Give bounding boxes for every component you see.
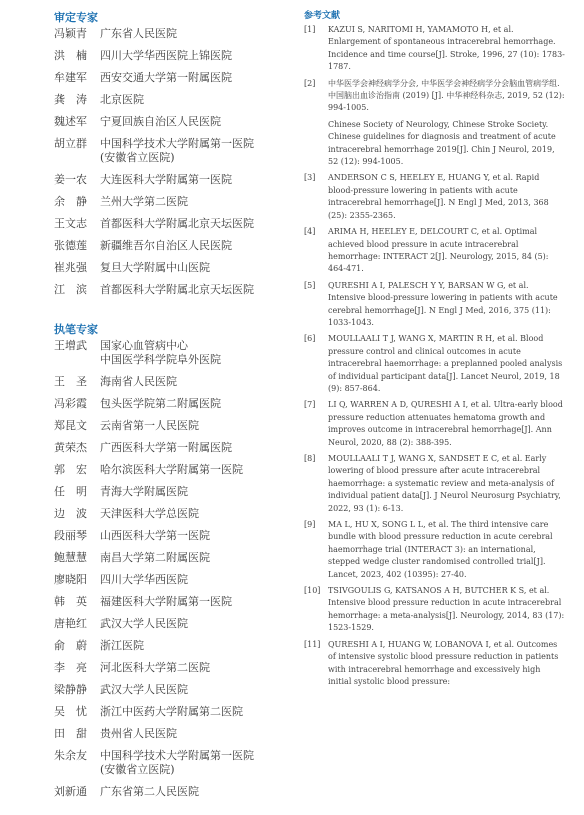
expert-name: 魏述军 [54,115,87,128]
reference-entry [304,333,566,395]
reference-translation: Chinese Society of Neurology, Chinese Stroke Society. Chinese guidelines for diagnosis and treatment of acute intracerebral hemorrhage 2019[J]. Chin J Neurol, 2019, 52 (12): 994-1005. [328,119,556,167]
expert-institution: 中国科学技术大学附属第一医院 (安徽省立医院) [100,137,254,164]
reference-number: [4] [304,227,316,237]
expert-name: 任 明 [54,485,87,498]
expert-row [54,71,286,93]
expert-row [54,463,286,485]
expert-institution: 新疆维吾尔自治区人民医院 [100,239,232,252]
expert-row [54,419,286,441]
expert-row [54,397,286,419]
expert-institution: 广东省人民医院 [100,27,177,40]
reference-number: [7] [304,400,316,410]
expert-institution: 河北医科大学第二医院 [100,661,210,674]
reference-entry [304,226,566,276]
reference-text: 中华医学会神经病学分会, 中华医学会神经病学分会脑血管病学组. 中国脑出血诊治指南 (2019) [J]. 中华神经科杂志, 2019, 52 (12): 994-1005. [328,78,565,113]
expert-institution: 福建医科大学附属第一医院 [100,595,232,608]
expert-institution: 浙江医院 [100,639,144,652]
expert-row [54,27,286,49]
expert-name: 俞 蔚 [54,639,87,652]
expert-institution: 武汉大学人民医院 [100,617,188,630]
expert-institution: 广东省第二人民医院 [100,785,199,798]
expert-row [54,705,286,727]
expert-name: 韩 英 [54,595,87,608]
expert-institution: 宁夏回族自治区人民医院 [100,115,221,128]
reference-number: [11] [304,639,321,649]
reference-text: QURESHI A I, PALESCH Y Y, BARSAN W G, et al. Intensive blood-pressure lowering in patients with acute cerebral hemorrhage[J]. N Engl J Med, 2016, 375 (11): 1033-1043. [328,280,558,327]
expert-row [54,93,286,115]
expert-name: 梁静静 [54,683,87,696]
expert-row [54,173,286,195]
expert-institution: 四川大学华西医院 [100,573,188,586]
expert-institution: 山西医科大学第一医院 [100,529,210,542]
expert-institution: 包头医学院第二附属医院 [100,397,221,410]
expert-row [54,573,286,595]
expert-name: 鲍慧慧 [54,551,87,564]
expert-institution: 国家心血管病中心 中国医学科学院阜外医院 [100,339,221,366]
expert-name: 江 滨 [54,283,87,296]
expert-name: 郑昆文 [54,419,87,432]
reference-number: [10] [304,586,321,596]
expert-institution: 西安交通大学第一附属医院 [100,71,232,84]
expert-row [54,137,286,173]
references-column [304,9,566,692]
expert-institution: 天津医科大学总医院 [100,507,199,520]
expert-name: 王增武 [54,339,87,352]
reference-text: ANDERSON C S, HEELEY E, HUANG Y, et al. Rapid blood-pressure lowering in patients with acute intracerebral hemorrhage[J]. N Engl J Med, 2013, 368 (25): 2355-2365. [328,173,549,220]
reviewers-heading: 审定专家 [54,11,98,24]
reviewers-list [54,27,286,305]
expert-institution: 复旦大学附属中山医院 [100,261,210,274]
expert-row [54,239,286,261]
expert-institution: 首都医科大学附属北京天坛医院 [100,283,254,296]
reference-number: [5] [304,280,316,290]
expert-institution: 海南省人民医院 [100,375,177,388]
reference-number: [6] [304,334,316,344]
reference-entry [304,280,566,330]
expert-name: 段丽琴 [54,529,87,542]
expert-row [54,507,286,529]
reference-entry [304,172,566,222]
expert-row [54,195,286,217]
expert-row [54,217,286,239]
expert-name: 廖晓阳 [54,573,87,586]
expert-institution: 首都医科大学附属北京天坛医院 [100,217,254,230]
expert-name: 余 静 [54,195,87,208]
expert-row [54,115,286,137]
expert-row [54,617,286,639]
expert-institution: 哈尔滨医科大学附属第一医院 [100,463,243,476]
expert-institution: 中国科学技术大学附属第一医院 (安徽省立医院) [100,749,254,776]
expert-row [54,49,286,71]
expert-row [54,639,286,661]
reference-entry [304,639,566,689]
expert-name: 冯颖青 [54,27,87,40]
reference-text: KAZUI S, NARITOMI H, YAMAMOTO H, et al. Enlargement of spontaneous intracerebral hemorrhage. Incidence and time course[J]. Stroke, 1996, 27 (10): 1783-1787. [328,25,565,72]
expert-row [54,785,286,807]
reference-text: TSIVGOULIS G, KATSANOS A H, BUTCHER K S, et al. Intensive blood pressure reduction in acute intracerebral hemorrhage: a meta-analysis[J]. Neurology, 2014, 83 (17): 1523-1529. [328,586,565,633]
reference-text: ARIMA H, HEELEY E, DELCOURT C, et al. Optimal achieved blood pressure in acute intracerebral hemorrhage: INTERACT 2[J]. Neurology, 2015, 84 (5): 464-471. [328,227,549,274]
expert-name: 郭 宏 [54,463,87,476]
reference-number: [8] [304,454,316,463]
expert-name: 黄荣杰 [54,441,87,454]
reference-entry [304,24,566,74]
expert-name: 龚 涛 [54,93,87,106]
reference-text: MOULLAALI T J, WANG X, SANDSET E C, et al. Early lowering of blood pressure after acute intracerebral haemorrhage: a systematic review and meta-analysis of individual patient data[J]. J Neurol Neurosurg Psychiatry, 2022, 93 (1): 6-13. [328,454,561,513]
writers-list [54,339,286,807]
expert-name: 边 波 [54,507,87,520]
expert-name: 崔兆强 [54,261,87,274]
expert-row [54,749,286,785]
expert-row [54,529,286,551]
reference-text: MA L, HU X, SONG L L, et al. The third intensive care bundle with blood pressure reduction in acute cerebral haemorrhage trial (INTERACT 3): an international, stepped wedge cluster randomised controlled trial[J]. Lancet, 2023, 402 (10395): 27-40. [328,520,553,579]
expert-name: 唐艳红 [54,617,87,630]
expert-institution: 浙江中医药大学附属第二医院 [100,705,243,718]
expert-name: 姜一农 [54,173,87,186]
expert-institution: 大连医科大学附属第一医院 [100,173,232,186]
expert-row [54,339,286,375]
expert-name: 冯彩霞 [54,397,87,410]
expert-row [54,485,286,507]
expert-row [54,683,286,705]
reference-number: [3] [304,173,316,183]
expert-name: 朱余友 [54,749,87,762]
expert-institution: 青海大学附属医院 [100,485,188,498]
expert-row [54,261,286,283]
expert-name: 洪 楠 [54,49,87,62]
reference-text: MOULLAALI T J, WANG X, MARTIN R H, et al. Blood pressure control and clinical outcomes in acute intracerebral haemorrhage: a preplanned pooled analysis of individual participant data[J]. Lancet Neurol, 2019, 18 (9): 857-864. [328,334,563,393]
reference-number: [9] [304,520,316,530]
expert-row [54,727,286,749]
reference-text: LI Q, WARREN A D, QURESHI A I, et al. Ultra-early blood pressure reduction attenuates hematoma growth and improves outcome in intracerebral hemorrhage[J]. Ann Neurol, 2020, 88 (2): 388-395. [328,400,563,447]
references-list [304,24,566,688]
reference-entry [304,519,566,581]
expert-name: 李 亮 [54,661,87,674]
expert-institution: 云南省第一人民医院 [100,419,199,432]
expert-institution: 四川大学华西医院上锦医院 [100,49,232,62]
expert-institution: 兰州大学第二医院 [100,195,188,208]
reference-entry [304,585,566,635]
expert-list-column [54,9,286,807]
reference-number: [1] [304,25,316,34]
reference-entry [304,453,566,515]
expert-name: 刘新通 [54,785,87,798]
expert-row [54,661,286,683]
reference-number: [2] [304,78,316,88]
expert-row [54,551,286,573]
expert-row [54,283,286,305]
expert-institution: 广西医科大学第一附属医院 [100,441,232,454]
expert-name: 牟建军 [54,71,87,84]
expert-row [54,375,286,397]
references-heading: 参考文献 [304,11,341,21]
expert-row [54,441,286,463]
reference-entry [304,78,566,115]
expert-name: 胡立群 [54,137,87,150]
expert-institution: 贵州省人民医院 [100,727,177,740]
expert-institution: 北京医院 [100,93,144,106]
reference-text: QURESHI A I, HUANG W, LOBANOVA I, et al. Outcomes of intensive systolic blood pressure reduction in patients with intracerebral hemorrhage and excessively high initial systolic blood pressure: [328,639,559,686]
reference-entry [304,399,566,449]
expert-institution: 武汉大学人民医院 [100,683,188,696]
expert-name: 吴 忧 [54,705,87,718]
expert-name: 张德莲 [54,239,87,252]
expert-row [54,595,286,617]
writers-heading: 执笔专家 [54,323,98,336]
expert-name: 王文志 [54,217,87,230]
expert-name: 王 圣 [54,375,87,388]
expert-institution: 南昌大学第二附属医院 [100,551,210,564]
expert-name: 田 甜 [54,727,87,740]
